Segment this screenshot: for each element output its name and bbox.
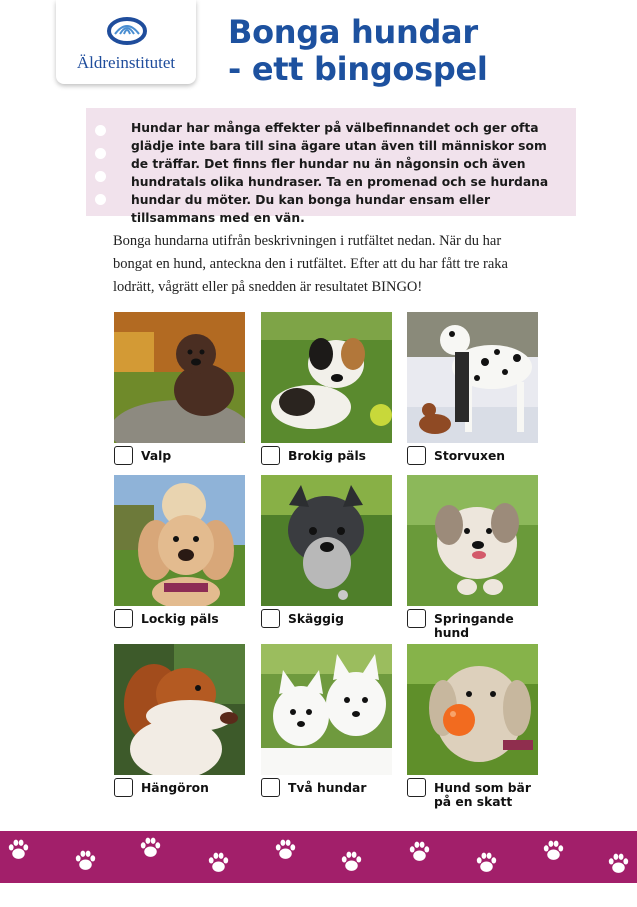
checkbox[interactable]: [261, 609, 280, 628]
paw-icon: [606, 851, 631, 876]
bullet-dot: [95, 194, 106, 205]
bingo-card-lockig-pals: [114, 475, 248, 626]
running-dog-photo: [407, 475, 538, 606]
paw-icon: [206, 850, 231, 875]
checkbox[interactable]: [114, 446, 133, 465]
bullet-dot: [95, 148, 106, 159]
logo-emblem-icon: [106, 16, 148, 48]
card-label: Skäggig: [288, 612, 344, 626]
intro-text: Hundar har många effekter på välbefinnandet och ger ofta glädje inte bara till sina ägare utan även till människor som de träffar. Det finns fler hundar nu än någonsin och även hundratals olika hundraser. Ta en promenad och se hurdana hundar du möter. Du kan bonga hundar ensam eller tillsammans med en vän.: [131, 121, 549, 225]
card-label: Två hundar: [288, 781, 367, 795]
paw-icon: [73, 848, 98, 873]
dog-with-ball-photo: [407, 644, 538, 775]
bingo-card-hund-med-skatt: [407, 644, 541, 809]
checkbox[interactable]: [261, 778, 280, 797]
spaniel-photo: [114, 644, 245, 775]
card-label: Storvuxen: [434, 449, 506, 463]
card-label: Hund som bär på en skatt: [434, 781, 531, 809]
paw-icon: [138, 835, 163, 860]
page-title: [228, 14, 488, 88]
bingo-card-valp: [114, 312, 248, 463]
paw-icon: [6, 837, 31, 862]
bingo-card-skaggig: [261, 475, 395, 626]
card-label: Hängöron: [141, 781, 209, 795]
paw-icon: [407, 839, 432, 864]
two-white-dogs-photo: [261, 644, 392, 775]
brown-puppy-photo: [114, 312, 245, 443]
card-label: Lockig päls: [141, 612, 219, 626]
card-label: Springande hund: [434, 612, 514, 640]
paw-icon: [339, 849, 364, 874]
bingo-card-brokig-pals: [261, 312, 395, 463]
paw-icon: [541, 838, 566, 863]
paw-icon: [474, 850, 499, 875]
schnauzer-photo: [261, 475, 392, 606]
checkbox[interactable]: [114, 609, 133, 628]
paw-print-footer: [0, 831, 637, 883]
title-line-1: Bonga hundar: [228, 13, 478, 51]
bullet-dot: [95, 125, 106, 136]
card-label: Valp: [141, 449, 172, 463]
poodle-photo: [114, 475, 245, 606]
bingo-card-springande-hund: [407, 475, 541, 640]
bingo-card-storvuxen: [407, 312, 541, 463]
multicolor-dog-photo: [261, 312, 392, 443]
logo: [56, 0, 196, 84]
title-line-2: - ett bingospel: [228, 50, 488, 88]
checkbox[interactable]: [407, 446, 426, 465]
logo-text: Äldreinstitutet: [76, 53, 176, 72]
checkbox[interactable]: [114, 778, 133, 797]
checkbox[interactable]: [407, 778, 426, 797]
bingo-card-hangoron: [114, 644, 248, 795]
great-dane-photo: [407, 312, 538, 443]
bullet-dot: [95, 171, 106, 182]
checkbox[interactable]: [261, 446, 280, 465]
bingo-card-tva-hundar: [261, 644, 395, 795]
card-label: Brokig päls: [288, 449, 366, 463]
intro-box: [86, 108, 576, 225]
instructions-text: Bonga hundarna utifrån beskrivningen i rutfältet nedan. När du har bongat en hund, anteckna den i rutfältet. Efter att du har fått tre raka lodrätt, vågrätt eller på snedden är resultatet BINGO!: [113, 233, 508, 295]
checkbox[interactable]: [407, 609, 426, 628]
paw-icon: [273, 837, 298, 862]
